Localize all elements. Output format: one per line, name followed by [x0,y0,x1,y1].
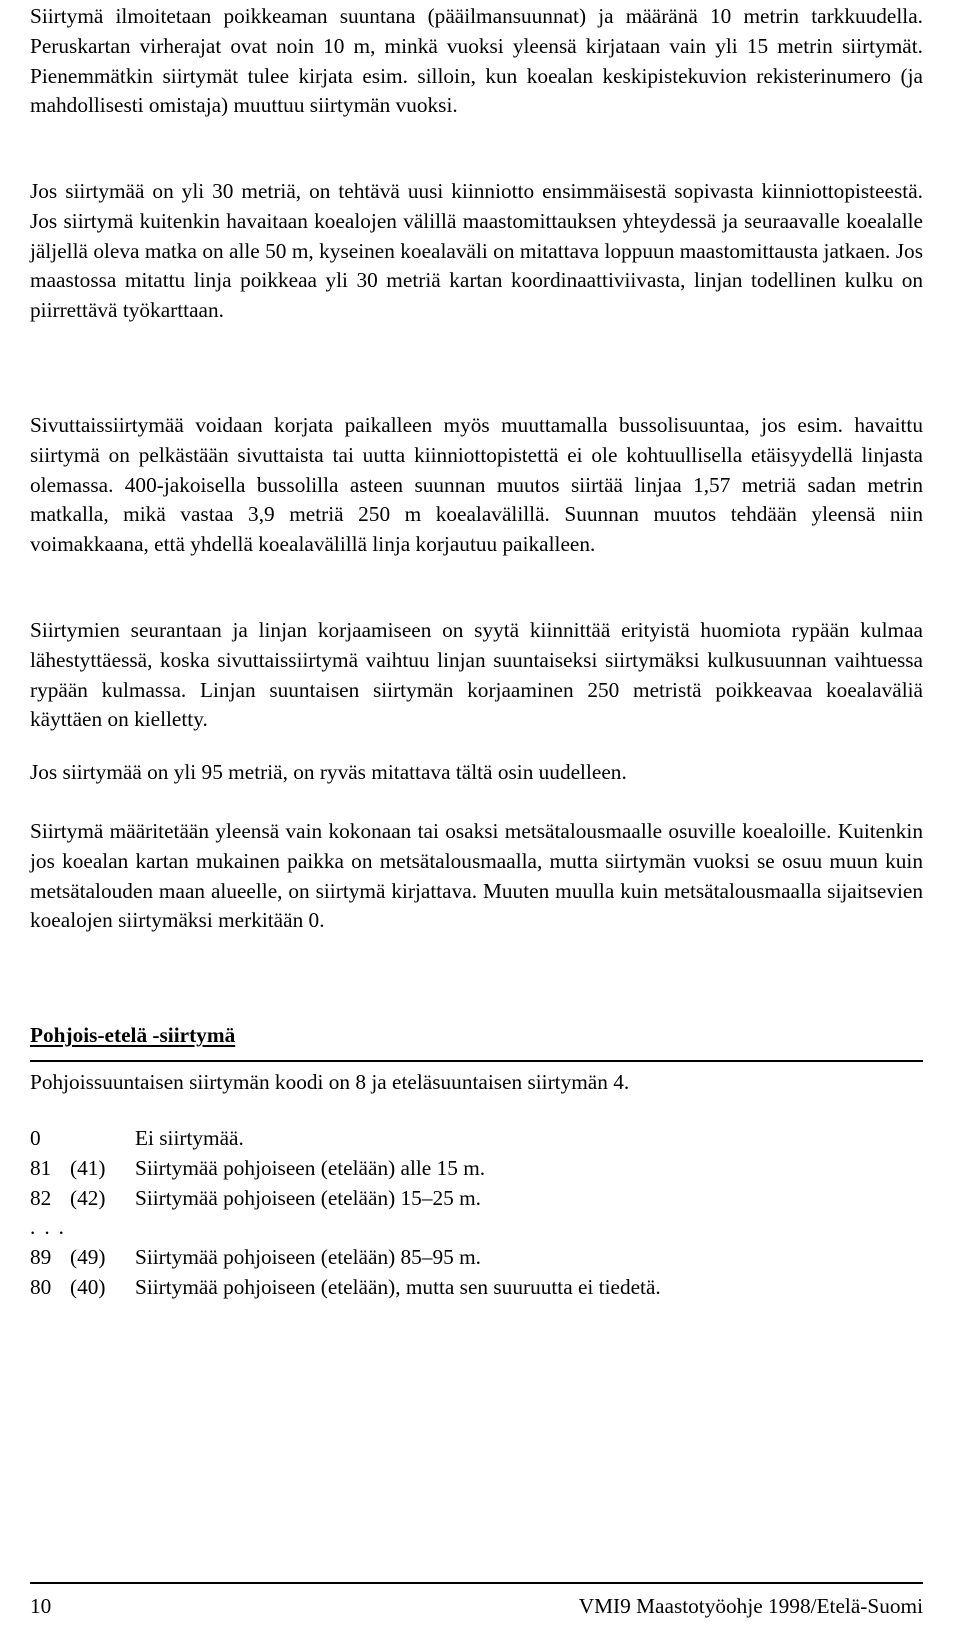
footer-title: VMI9 Maastotyöohje 1998/Etelä-Suomi [578,1594,923,1618]
code-list [30,1124,923,1303]
code-description: Ei siirtymää. [135,1126,244,1150]
code-value: 80 [30,1274,52,1299]
code-row [30,1273,923,1303]
ellipsis: ... [30,1215,73,1240]
code-value: 89 [30,1245,52,1270]
code-row [30,1243,923,1273]
code-description: Siirtymää pohjoiseen (etelään), mutta sen suuruutta ei tiedetä. [135,1274,661,1299]
code-description: Siirtymää pohjoiseen (etelään) 15–25 m. [135,1185,481,1210]
code-alt-value: (42) [70,1185,106,1210]
code-value: 81 [30,1155,52,1180]
code-description: Siirtymää pohjoiseen (etelään) alle 15 m. [135,1155,486,1180]
code-value: 82 [30,1185,52,1210]
paragraph-forest-land: Siirtymä määritetään yleensä vain kokonaan tai osaksi metsätalousmaalle osuville koealoille. Kuitenkin jos koealan kartan mukainen paikka on metsätalousmaalla, mutta siirtymän vuoksi se osuu muun kuin metsätalouden maan alueelle, on siirtymä kirjattava. Muuten muulla kuin metsätalousmaalla sijaitsevien koealojen siirtymäksi merkitään 0. [30,819,923,933]
code-row-ellipsis [30,1213,923,1243]
paragraph-remeasure: Jos siirtymää on yli 95 metriä, on ryväs mitattava tältä osin uudelleen. [30,760,627,784]
code-alt-value: (40) [70,1274,106,1299]
code-description: Siirtymää pohjoiseen (etelään) 85–95 m. [135,1245,481,1270]
paragraph-cluster-corner: Siirtymien seurantaan ja linjan korjaamiseen on syytä kiinnittää erityistä huomiota rypään kulmaa lähestyttäessä, koska sivuttaissiirtymä vaihtuu linjan suuntaiseksi siirtymäksi kulkusuunnan vaihtuessa rypään kulmassa. Linjan suuntaisen siirtymän korjaaminen 250 metristä poikkeavaa koealaväliä käyttäen on kielletty. [30,618,923,732]
paragraph-lateral-correction: Sivuttaissiirtymää voidaan korjata paikalleen myös muuttamalla bussolisuuntaa, jos esim. havaittu siirtymä on pelkästään sivuttaista tai uutta kiinniottopistettä ei ole kohtuullisella etäisyydellä linjasta olemassa. 400-jakoisella bussolilla asteen suunnan muutos siirtää linjaa 1,57 metriä sadan metrin matkalla, mikä vastaa 3,9 metriä 250 m koealavälillä. Suunnan muutos tehdään yleensä niin voimakkaana, että yhdellä koealavälillä linja korjautuu paikalleen. [30,413,923,557]
paragraph-new-tie-in: Jos siirtymää on yli 30 metriä, on tehtävä uusi kiinniotto ensimmäisestä sopivasta kiinniottopisteestä. Jos siirtymä kuitenkin havaitaan koealojen välillä maastomittauksen yhteydessä ja seuraavalle koealalle jäljellä oleva matka on alle 50 m, kyseinen koealaväli on mitattava loppuun maastomittausta jatkaen. Jos maastossa mitattu linja poikkeaa yli 30 metriä kartan koordinaattiviivasta, linjan todellinen kulku on piirrettävä työkarttaan. [30,179,923,323]
footer-rule [30,1582,923,1584]
page-number: 10 [30,1594,52,1618]
section-intro: Pohjoissuuntaisen siirtymän koodi on 8 ja eteläsuuntaisen siirtymän 4. [30,1070,630,1094]
code-alt-value: (49) [70,1245,106,1270]
code-row [30,1154,923,1184]
code-row [30,1124,923,1154]
paragraph-shift-reporting: Siirtymä ilmoitetaan poikkeaman suuntana (pääilmansuunnat) ja määränä 10 metrin tarkkuudella. Peruskartan virherajat ovat noin 10 m, minkä vuoksi yleensä kirjataan vain yli 15 metrin siirtymät. Pienemmätkin siirtymät tulee kirjata esim. silloin, kun koealan keskipistekuvion rekisterinumero (ja mahdollisesti omistaja) muuttuu siirtymän vuoksi. [30,4,923,118]
code-alt-value: (41) [70,1155,106,1180]
code-value: 0 [30,1126,41,1150]
code-row [30,1184,923,1214]
section-heading: Pohjois-etelä -siirtymä [30,1023,236,1047]
section-rule [30,1060,923,1062]
